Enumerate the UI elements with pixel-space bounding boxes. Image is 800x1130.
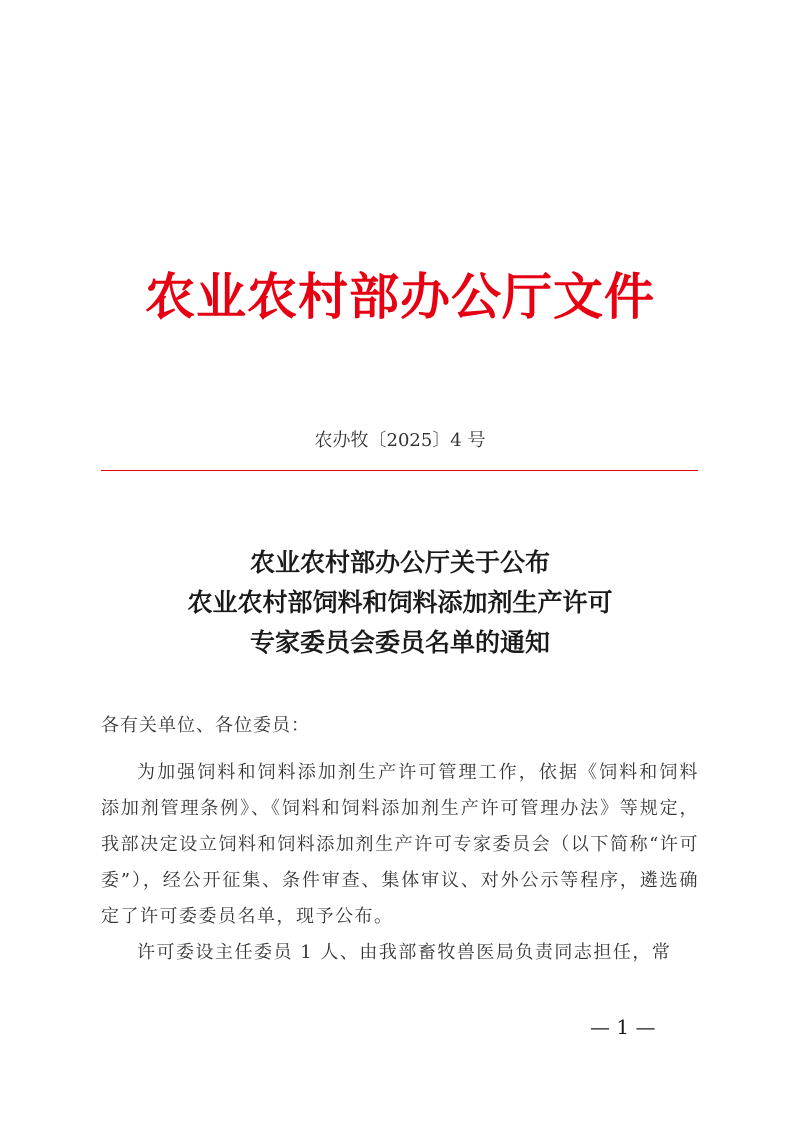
- body-paragraph-2: 许可委设主任委员 1 人、由我部畜牧兽医局负责同志担任，常: [137, 942, 672, 963]
- document-number: 农办牧〔2025〕4 号: [314, 430, 486, 451]
- document-body: [101, 755, 699, 971]
- notice-title-line-2: 农业农村部饲料和饲料添加剂生产许可: [187, 588, 613, 617]
- notice-title-line-3: 专家委员会委员名单的通知: [249, 628, 550, 657]
- notice-title: [0, 543, 800, 663]
- salutation: 各有关单位、各位委员：: [101, 715, 310, 736]
- body-paragraph-1: 为加强饲料和饲料添加剂生产许可管理工作，依据《饲料和饲料添加剂管理条例》、《饲料和饲料添加剂生产许可管理办法》等规定，我部决定设立饲料和饲料添加剂生产许可专家委员会（以下简称“许可委”），经公开征集、条件审查、集体审议、对外公示等程序，遴选确定了许可委委员名单，现予公布。: [101, 762, 699, 927]
- red-separator-line: [101, 470, 698, 471]
- notice-title-line-1: 农业农村部办公厅关于公布: [249, 548, 550, 577]
- document-header-title: 农业农村部办公厅文件: [145, 267, 655, 326]
- page-number: — 1 —: [590, 1015, 656, 1039]
